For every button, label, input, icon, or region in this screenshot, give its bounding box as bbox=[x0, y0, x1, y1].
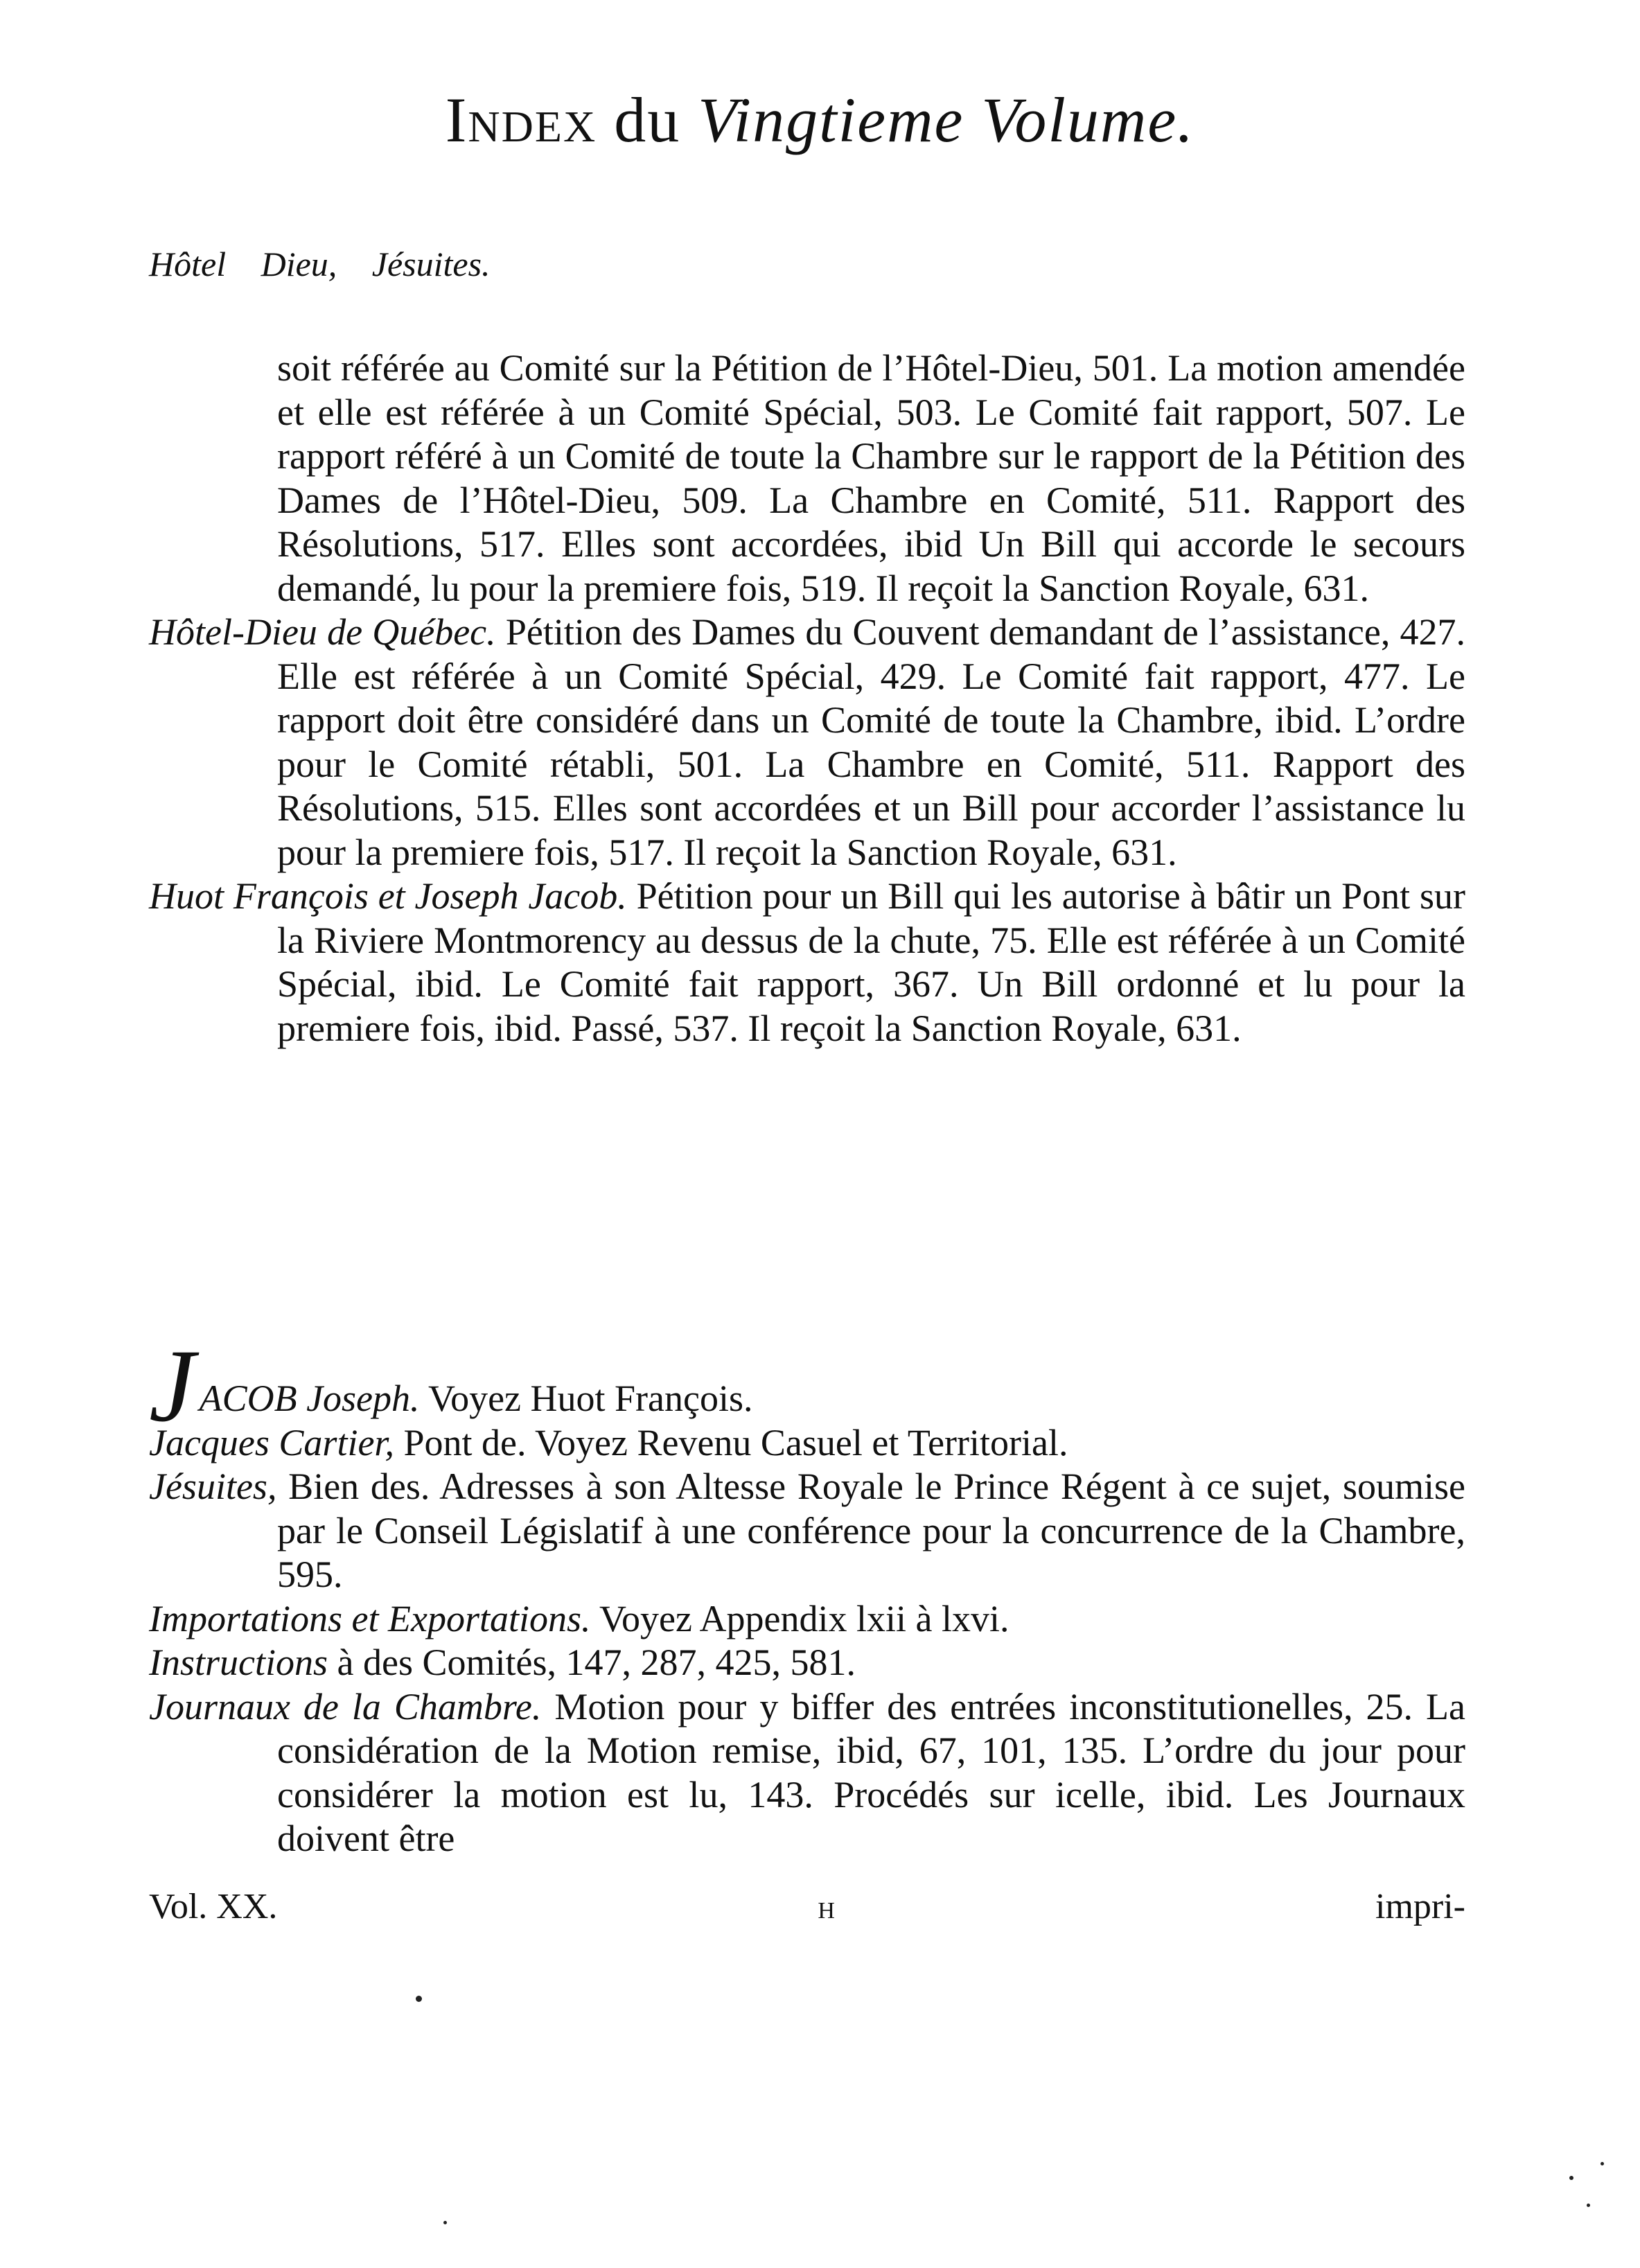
ink-speck bbox=[1587, 2204, 1590, 2207]
entry-text: soit référée au Comité sur la Pétition de l’Hôtel-Dieu, 501. La motion amendée et elle est référée à un Comité Spécial, 503. Le Comité fait rapport, 507. Le rapport référé à un Comité de toute la Chambre sur le rapport de la Pétition des Dames de l’Hôtel-Dieu, 509. La Chambre en Comité, 511. Rapport des Résolutions, 517. Elles sont accordées, ibid Un Bill qui accorde le secours demandé, lu pour la premiere fois, 519. Il reçoit la Sanction Royale, 631. bbox=[277, 347, 1465, 609]
index-entry bbox=[149, 1597, 1465, 1642]
page-footer bbox=[149, 1886, 1465, 1927]
entry-heading: Hôtel-Dieu de Québec. bbox=[149, 611, 496, 653]
entry-text: Motion pour y biffer des entrées inconstitutionelles, 25. La considération de la Motion remise, ibid, 67, 101, 135. L’ordre du jour pour considérer la motion est lu, 143. Procédés sur icelle, ibid. Les Journaux doivent être bbox=[277, 1685, 1466, 1859]
volume-label: Vol. XX. bbox=[149, 1887, 278, 1926]
ink-speck bbox=[416, 1996, 422, 2002]
entry-text: Voyez Appendix lxii à lxvi. bbox=[599, 1597, 1009, 1640]
running-head bbox=[149, 244, 491, 284]
index-entry bbox=[149, 1421, 1465, 1466]
section-initial: J bbox=[149, 1328, 195, 1443]
entry-heading: Journaux de la Chambre. bbox=[149, 1685, 542, 1728]
title-du: du bbox=[614, 85, 681, 155]
running-head-left: Hôtel Dieu, bbox=[149, 245, 337, 283]
index-entry bbox=[149, 1465, 1465, 1597]
index-entries-h bbox=[149, 346, 1465, 1051]
entry-text: Pont de. Voyez Revenu Casuel et Territorial. bbox=[403, 1421, 1068, 1463]
running-head-right: Jésuites. bbox=[371, 245, 491, 283]
entry-heading: Jacques Cartier, bbox=[149, 1421, 394, 1463]
entry-heading: Instructions bbox=[149, 1642, 328, 1683]
signature-mark: H bbox=[818, 1898, 835, 1924]
index-entry-continuation bbox=[149, 346, 1465, 610]
entry-text: à des Comités, 147, 287, 425, 581. bbox=[337, 1642, 856, 1683]
title-volume: Vingtieme Volume. bbox=[698, 85, 1195, 155]
entry-text: Pétition des Dames du Couvent demandant de l’assistance, 427. Elle est référée à un Comité Spécial, 429. Le Comité fait rapport, 477. Le rapport doit être considéré dans un Comité de toute la Chambre, ibid. L’ordre pour le Comité rétabli, 501. La Chambre en Comité, 511. Rapport des Résolutions, 515. Elles sont accordées et un Bill pour accorder l’assistance lu pour la premiere fois, 517. Il reçoit la Sanction Royale, 631. bbox=[277, 611, 1466, 873]
index-entry bbox=[149, 610, 1465, 874]
index-entry bbox=[149, 1641, 1465, 1685]
index-entries-j bbox=[149, 1328, 1466, 1861]
ink-speck bbox=[443, 2221, 447, 2224]
entry-text: Bien des. Adresses à son Altesse Royale le Prince Régent à ce sujet, soumise par le Conseil Législatif à une conférence pour la concurrence de la Chambre, 595. bbox=[277, 1466, 1466, 1595]
ink-speck bbox=[1601, 2162, 1604, 2165]
index-entry bbox=[149, 1685, 1465, 1861]
entry-heading: Jésuites, bbox=[149, 1466, 277, 1507]
entry-heading: Importations et Exportations. bbox=[149, 1597, 591, 1640]
catchword: impri- bbox=[1375, 1887, 1465, 1926]
page-title bbox=[0, 83, 1640, 157]
ink-speck bbox=[1569, 2176, 1573, 2180]
title-index: Index bbox=[445, 85, 597, 155]
entry-text: Voyez Huot François. bbox=[428, 1378, 753, 1419]
entry-heading: ACOB Joseph. bbox=[199, 1378, 420, 1419]
entry-heading: Huot François et Joseph Jacob. bbox=[149, 875, 627, 917]
index-entry bbox=[149, 874, 1465, 1051]
entry-text: Pétition pour un Bill qui les autorise à bâtir un Pont sur la Riviere Montmorency au dessus de la chute, 75. Elle est référée à un Comité Spécial, ibid. Le Comité fait rapport, 367. Un Bill ordonné et lu pour la premiere fois, ibid. Passé, 537. Il reçoit la Sanction Royale, 631. bbox=[277, 875, 1465, 1049]
